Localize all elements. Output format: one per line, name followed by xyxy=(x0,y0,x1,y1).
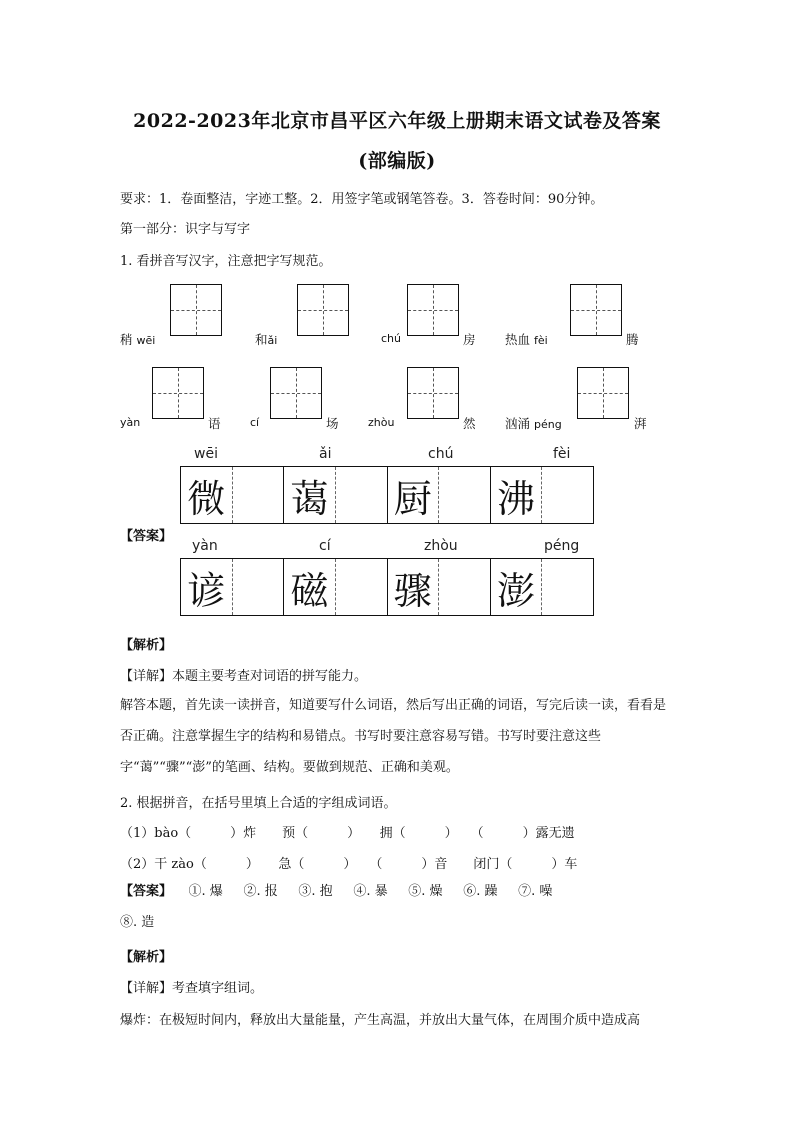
writing-box[interactable] xyxy=(570,284,622,336)
q1-answer-label: 【答案】 xyxy=(120,529,173,544)
answer-pinyin: péng xyxy=(544,538,580,554)
requirements-text: 要求：1．卷面整洁，字迹工整。2．用签字笔或钢笔答卷。3．答卷时间：90分钟。 xyxy=(120,192,604,207)
answer-char: 澎 xyxy=(491,559,543,615)
q2-answer: ⑤. 燥 xyxy=(408,884,443,899)
grid-blank xyxy=(233,559,285,615)
answer-pinyin: cí xyxy=(319,538,331,554)
grid-blank xyxy=(439,467,491,523)
q1-item-label: chú xyxy=(381,332,401,345)
q2-line1: （1）bào（ ）炸 预（ ） 拥（ ） （ ）露无遗 xyxy=(120,826,575,841)
q2-answer-block xyxy=(120,876,676,938)
q2-answer-label: 【答案】 xyxy=(120,884,173,899)
q2-answer: ⑥. 躁 xyxy=(463,884,498,899)
answer-grid-row2 xyxy=(180,558,594,616)
q2-answer: ②. 报 xyxy=(243,884,278,899)
grid-blank xyxy=(336,559,388,615)
q1-item-label: 和ǎi xyxy=(255,332,278,347)
part1-title: 第一部分：识字与写字 xyxy=(120,222,251,237)
q2-answer: ③. 抱 xyxy=(298,884,333,899)
q1-item-suffix: 腾 xyxy=(626,332,639,347)
answer-char: 骤 xyxy=(388,559,440,615)
answer-char: 沸 xyxy=(491,467,543,523)
answer-pinyin: fèi xyxy=(553,446,571,462)
q1-item-label: zhòu xyxy=(368,416,395,429)
q2-analysis-label: 【解析】 xyxy=(120,950,173,965)
q1-prompt: 1. 看拼音写汉字，注意把字写规范。 xyxy=(120,254,332,269)
q1-explanation: 解答本题，首先读一读拼音，知道要写什么词语，然后写出正确的词语，写完后读一读，看看是否正确。注意掌握生字的结构和易错点。书写时要注意容易写错。书写时要注意这些字“蔼”“骤”“澎”的笔画、结构。要做到规范、正确和美观。 xyxy=(120,698,667,775)
q1-item-label: 稍 wēi xyxy=(120,332,156,347)
q2-answer: ⑦. 噪 xyxy=(518,884,553,899)
writing-box[interactable] xyxy=(407,367,459,419)
answer-pinyin: zhòu xyxy=(424,538,458,554)
writing-box[interactable] xyxy=(270,367,322,419)
document-title: 2022-2023年北京市昌平区六年级上册期末语文试卷及答案 xyxy=(133,110,661,132)
answer-char: 磁 xyxy=(284,559,336,615)
writing-box[interactable] xyxy=(297,284,349,336)
q1-item-suffix: 然 xyxy=(463,416,476,431)
grid-blank xyxy=(336,467,388,523)
writing-box[interactable] xyxy=(170,284,222,336)
q1-item-label: yàn xyxy=(120,416,141,429)
q2-answer: ⑧. 造 xyxy=(120,915,155,930)
writing-box[interactable] xyxy=(407,284,459,336)
q2-prompt: 2. 根据拼音，在括号里填上合适的字组成词语。 xyxy=(120,796,397,811)
answer-pinyin: wēi xyxy=(194,446,218,462)
q1-item-suffix: 湃 xyxy=(634,416,647,431)
q1-item-suffix: 房 xyxy=(463,332,476,347)
q1-item-suffix: 语 xyxy=(208,416,221,431)
writing-box[interactable] xyxy=(577,367,629,419)
answer-pinyin: yàn xyxy=(192,538,218,554)
q2-detail: 【详解】考查填字组词。 xyxy=(120,981,264,996)
grid-blank xyxy=(542,467,593,523)
answer-char: 厨 xyxy=(388,467,440,523)
answer-char: 谚 xyxy=(181,559,233,615)
q1-item-label: cí xyxy=(250,416,260,429)
grid-blank xyxy=(233,467,285,523)
q1-item-suffix: 场 xyxy=(326,416,339,431)
document-subtitle: (部编版) xyxy=(358,150,436,172)
answer-pinyin: ǎi xyxy=(319,446,332,462)
q2-answer: ④. 暴 xyxy=(353,884,388,899)
answer-grid-row1 xyxy=(180,466,594,524)
answer-pinyin: chú xyxy=(428,446,454,462)
q2-line2: （2）干 zào（ ） 急（ ） （ ）音 闭门（ ）车 xyxy=(120,857,578,872)
q1-item-label: 汹涌 péng xyxy=(505,416,562,431)
writing-box[interactable] xyxy=(152,367,204,419)
grid-blank xyxy=(439,559,491,615)
q1-detail: 【详解】本题主要考查对词语的拼写能力。 xyxy=(120,669,368,684)
answer-char: 微 xyxy=(181,467,233,523)
q2-explanation: 爆炸：在极短时间内，释放出大量能量，产生高温，并放出大量气体，在周围介质中造成高 xyxy=(120,1013,641,1028)
q1-analysis-label: 【解析】 xyxy=(120,638,173,653)
answer-char: 蔼 xyxy=(284,467,336,523)
grid-blank xyxy=(542,559,593,615)
q1-item-label: 热血 fèi xyxy=(505,332,548,347)
q2-answer: ①. 爆 xyxy=(188,884,223,899)
